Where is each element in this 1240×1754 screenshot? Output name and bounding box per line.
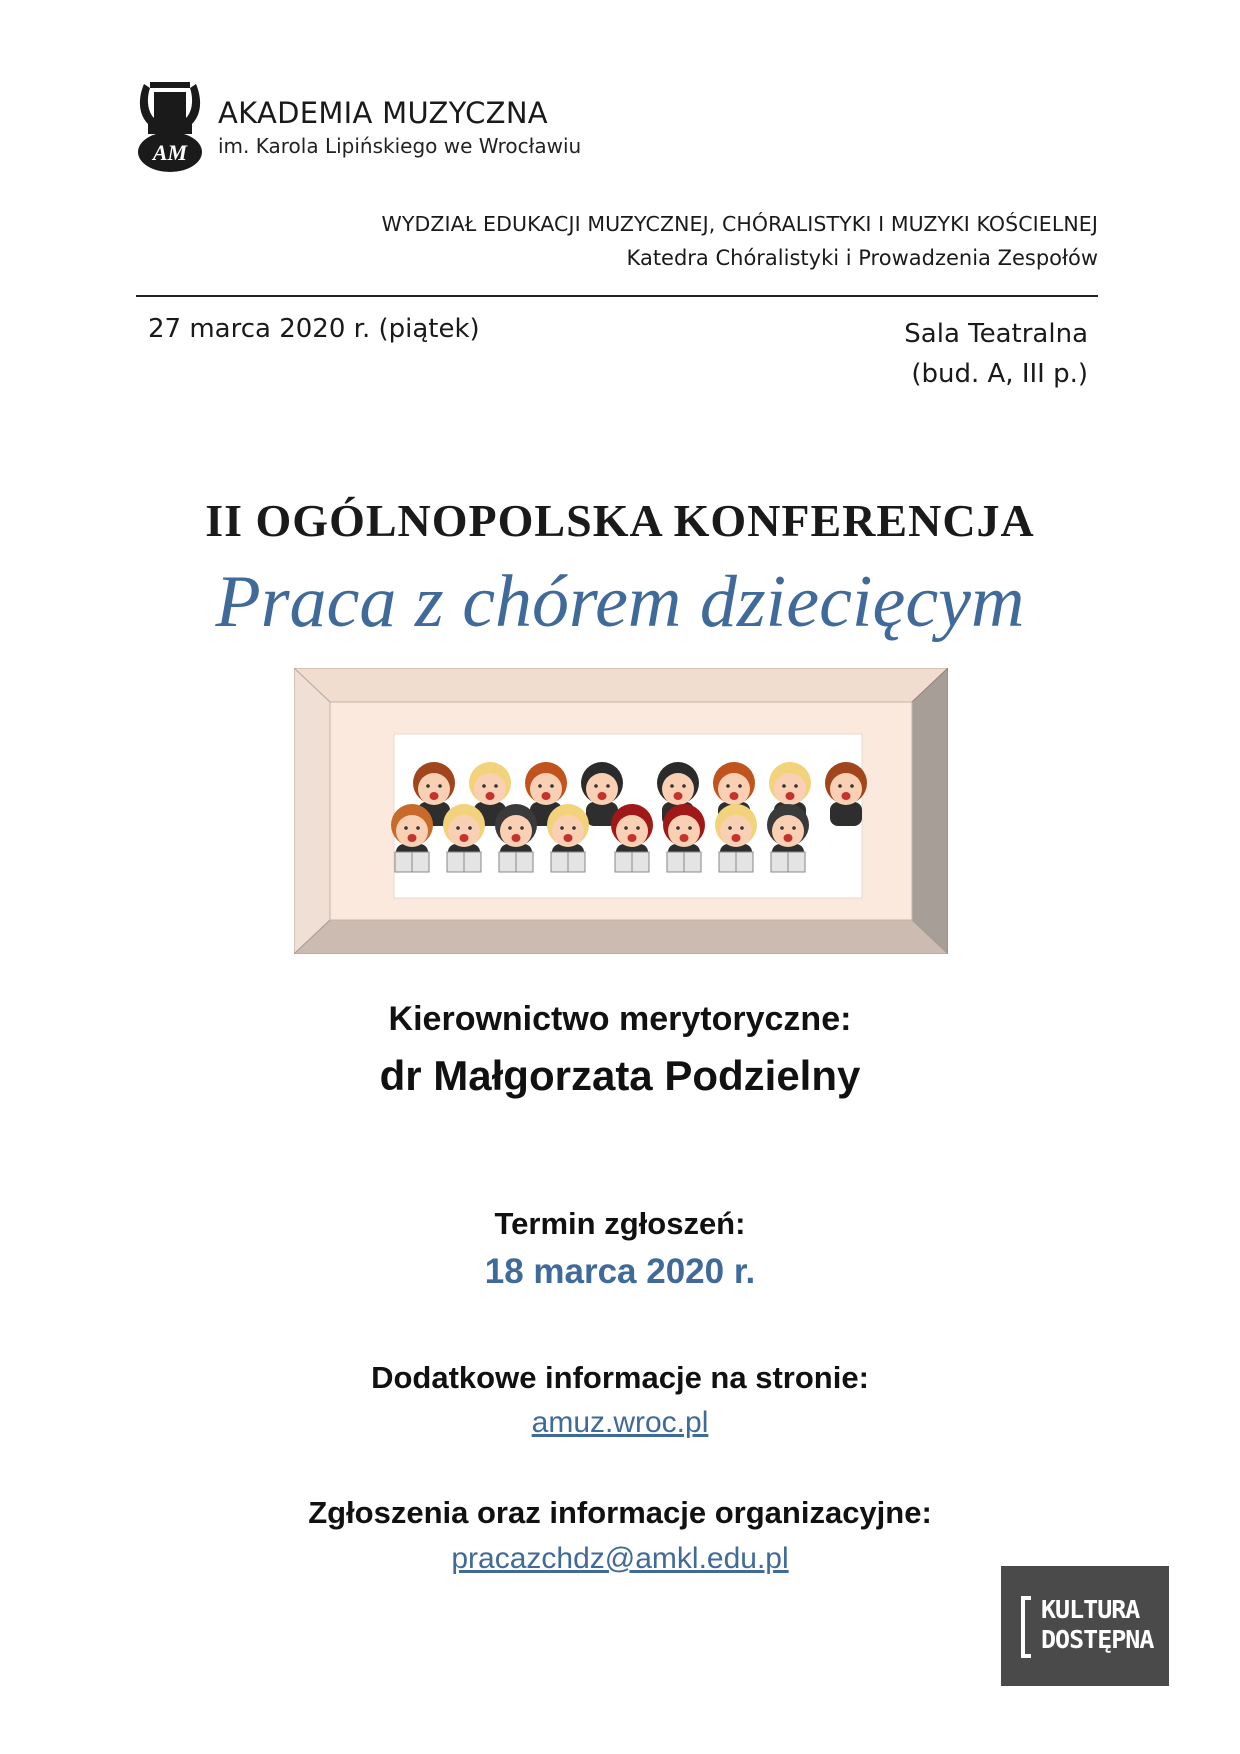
choir-child [391, 804, 433, 872]
badge-line-2: DOSTĘPNA [1041, 1625, 1154, 1654]
leadership-name: dr Małgorzata Podzielny [379, 1052, 861, 1099]
institution-subtitle: im. Karola Lipińskiego we Wrocławiu [218, 134, 582, 158]
choir-child [611, 804, 653, 872]
event-date: 27 marca 2020 r. (piątek) [148, 314, 480, 344]
header-divider [136, 295, 1098, 297]
info-label: Dodatkowe informacje na stronie: [371, 1360, 869, 1395]
website-link[interactable]: amuz.wroc.pl [531, 1406, 709, 1439]
contact-email-link[interactable]: pracazchdz@amkl.edu.pl [451, 1542, 789, 1575]
venue-line-2: (bud. A, III p.) [911, 359, 1088, 389]
leadership-label: Kierownictwo merytoryczne: [388, 1000, 852, 1038]
deadline-date: 18 marca 2020 r. [484, 1252, 756, 1291]
venue-line-1: Sala Teatralna [904, 319, 1088, 349]
choir-child [443, 804, 485, 872]
faculty-name: WYDZIAŁ EDUKACJI MUZYCZNEJ, CHÓRALISTYKI I MUZYKI KOŚCIELNEJ [381, 212, 1098, 236]
department-name: Katedra Chóralistyki i Prowadzenia Zespołów [626, 246, 1098, 270]
choir-child [767, 804, 809, 872]
choir-child [715, 804, 757, 872]
bracket-icon [1021, 1596, 1031, 1658]
event-venue [904, 314, 1088, 394]
choir-child [825, 762, 867, 826]
choir-child [547, 804, 589, 872]
lyre-logo-icon [136, 78, 204, 172]
contact-label: Zgłoszenia oraz informacje organizacyjne: [308, 1495, 932, 1530]
logo-monogram: AM [152, 140, 188, 165]
institution-name: AKADEMIA MUZYCZNA [218, 96, 548, 130]
children-choir-illustration [294, 668, 948, 954]
deadline-label: Termin zgłoszeń: [494, 1206, 746, 1241]
conference-subtitle: Praca z chórem dziecięcym [215, 561, 1025, 643]
kultura-dostepna-badge [1001, 1566, 1169, 1686]
badge-line-1: KULTURA [1041, 1595, 1140, 1624]
choir-child [495, 804, 537, 872]
conference-title: II OGÓLNOPOLSKA KONFERENCJA [205, 495, 1035, 546]
choir-child [663, 804, 705, 872]
